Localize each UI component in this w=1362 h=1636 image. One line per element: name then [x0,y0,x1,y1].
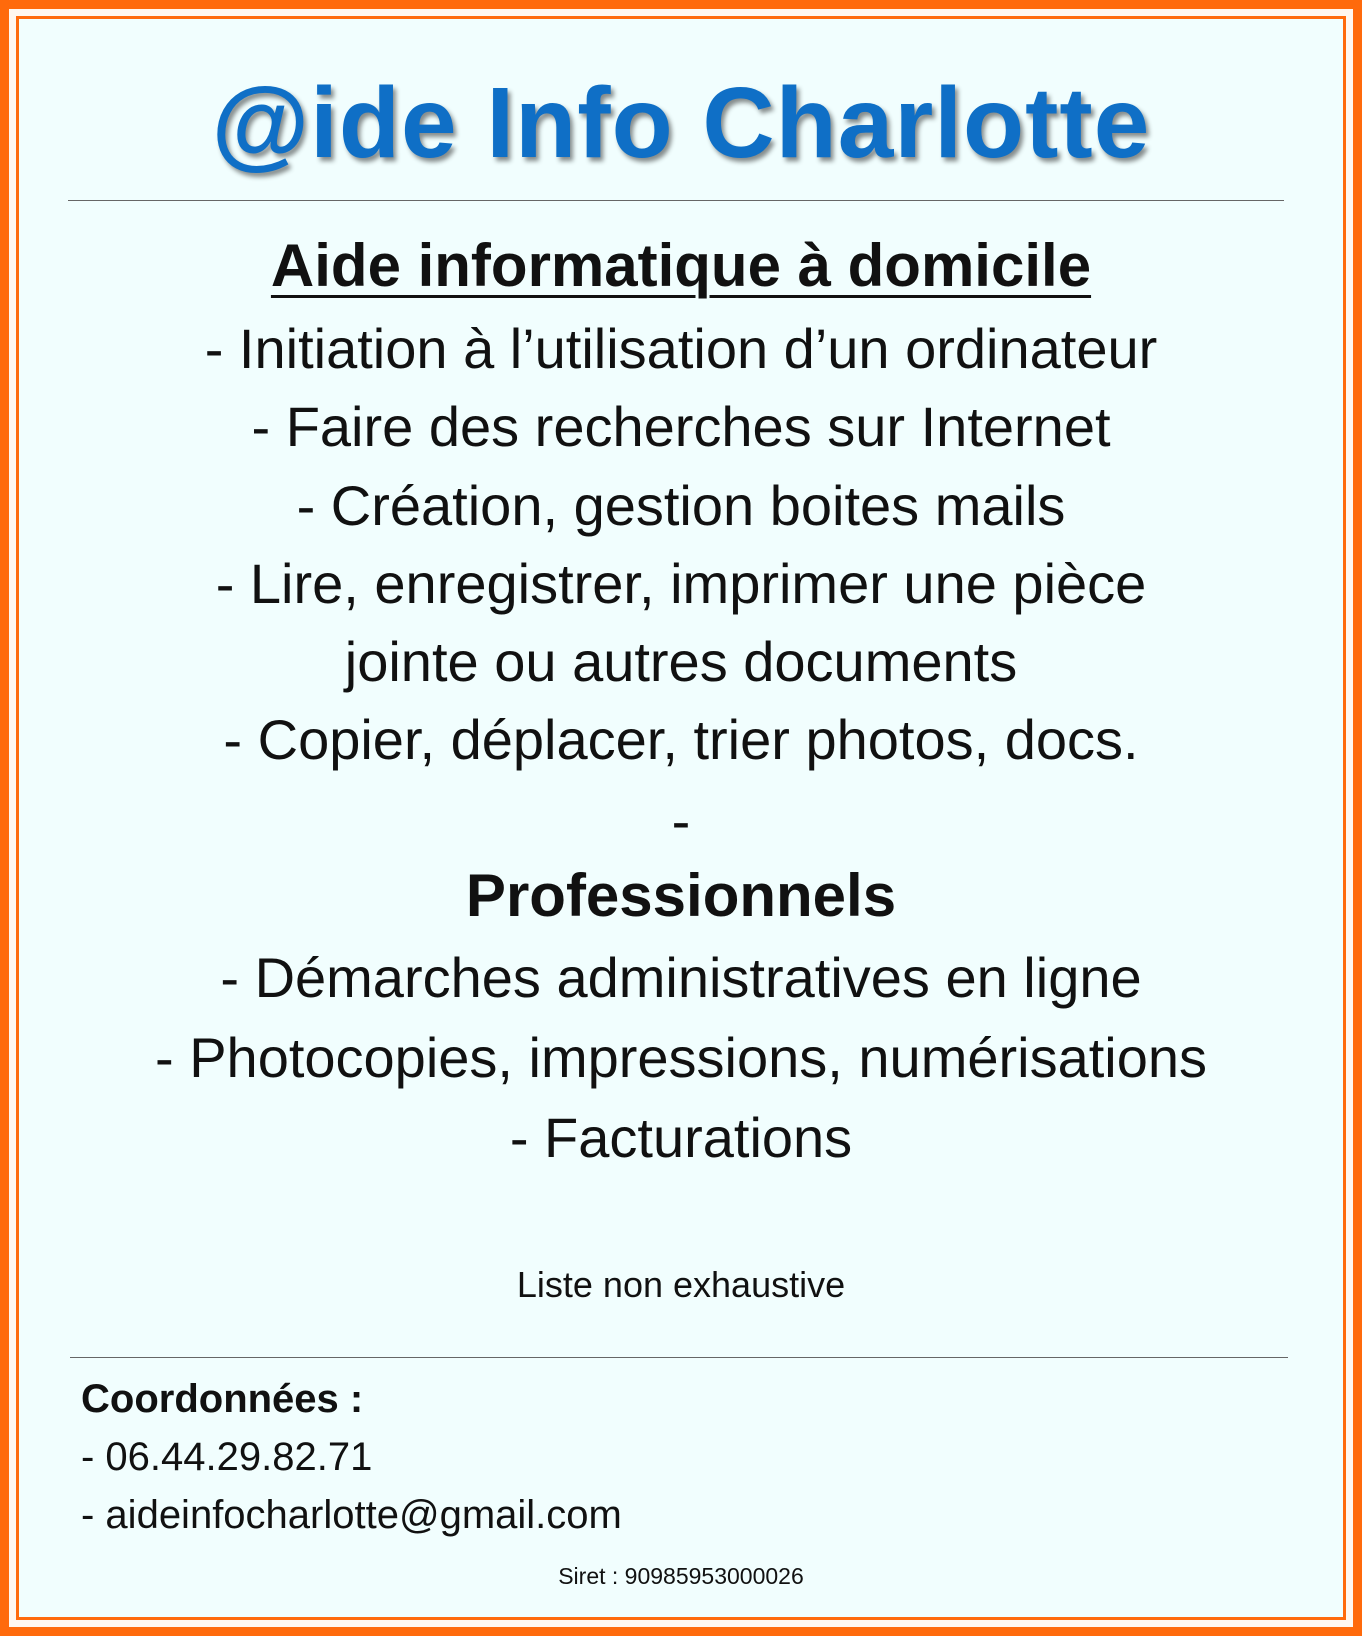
list-item: - Initiation à l’utilisation d’un ordinateur [204,317,1158,380]
list-item: - Création, gestion boites mails [296,473,1066,537]
section-separator-dash: - [671,789,691,852]
list-item: - Facturations [509,1106,853,1169]
list-item: - Photocopies, impressions, numérisations [154,1026,1208,1089]
brand-title: @ide Info Charlotte [211,67,1151,179]
siret-number: Siret : 90985953000026 [558,1563,804,1589]
non-exhaustive-note: Liste non exhaustive [516,1264,846,1305]
list-item: - Faire des recherches sur Internet [251,395,1111,459]
list-item: jointe ou autres documents [344,630,1018,694]
home-services-list [40,310,1322,780]
title-divider [68,200,1284,201]
home-services-heading: Aide informatique à domicile [270,232,1092,299]
professional-services-list [40,938,1322,1178]
contact-divider [70,1357,1288,1358]
contact-block [81,1370,622,1544]
contact-heading: Coordonnées : [81,1377,364,1421]
list-item: - Copier, déplacer, trier photos, docs. [223,708,1139,772]
contact-phone: - 06.44.29.82.71 [81,1435,373,1479]
list-item: - Lire, enregistrer, imprimer une pièce [215,551,1147,615]
list-item: - Démarches administratives en ligne [220,946,1142,1009]
contact-email: - aideinfocharlotte@gmail.com [81,1493,622,1537]
professional-services-heading: Professionnels [465,862,897,929]
